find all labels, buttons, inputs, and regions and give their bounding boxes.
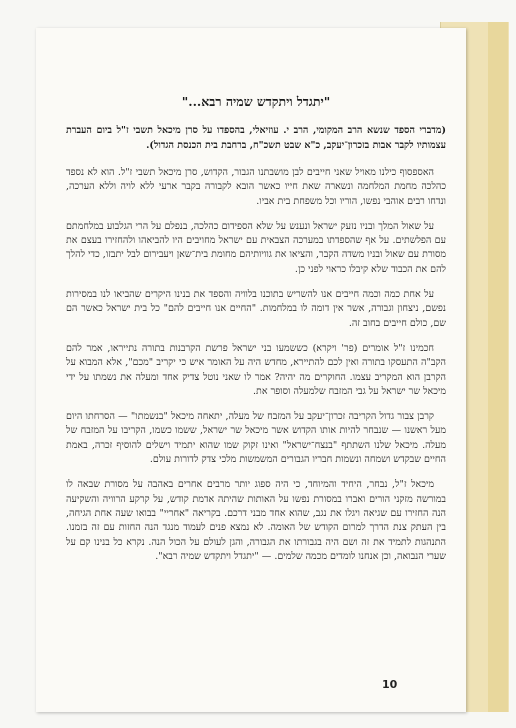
intro-paragraph: (מדברי הספד שנשא הרב המקומי, הרב י. עוזיאלי, בהספדו על סרן מיכאל תשבי ז"ל ביום העברת עצמותיו לקבר אבות בזכרון־יעקב, כ"א שבט תשכ"ח, ברחבת בית הכנסת הגדול). — [66, 125, 446, 151]
body-paragraph-3: על אחת כמה וכמה חייבים אנו להשריש בתוכנו בלוויה והספד את בנינו היקרים שהביאו לנו במסירות נפשם, ניצחון וגבורה, אשר אין דומה לו במלחמות. "החיים אנו חייבים להם" כל בית ישראל כאשר הם שם, כולם חייבים בחוב זה. — [66, 289, 446, 329]
body-paragraph-2: על שאול המלך ובניו נזעק ישראל ונענש על שלא הספידום כהלכה, בנפלם על הרי הגלבוע במלחמתם עם הפלשתים. על אף שהספדתו במערכה הצבאית עם ישראל מחויבים היו להביאהו ולהחזירו בעצם את מסורת עם שאול ובניו משדה הקבר, והציאו את גוויותיהם מחומת בית־שאן ויעבירום לבל יתבזו, כדי להלך להם את הכבוד שלא קיבלו כראוי לפני כן. — [66, 220, 446, 275]
body-paragraph-1: האספסוף כילנו מאויל שאני חייבים לבן מושבתנו הגבור, הקדוש, סרן מיכאל תשבי ז"ל. הוא לא נספד כהלכה מחמת המלחמה ונשארה שאת חייו כאשר הובא לקבורה בקבר ארעי ללא לויה וללא הערכה, ונדחו רבים אוהבי נפשו, הוריו וכל משפחת בית אביו. — [66, 167, 446, 207]
document-page — [36, 28, 466, 712]
page-number: 10 — [382, 678, 398, 691]
body-paragraph-4: חכמינו ז"ל אומרים (פר' ויקרא) כששמעו בני ישראל פרשת הקרבנות בתורה נתייראו, אמר להם הקב"ה התעסקו בתורה ואין לכם להתיירא, מחדש היה על האומר איש כי יקריב "מכם", אלא המבוא על הקרבן הוא המקריב עצמו. החוקרים מה יהיה? אמר לו שאני נוטל צדיק אחד ומעלה את נשמתו על ידי מיכאל שר ישראל על גבי המזבח שלמעלה וסופר את. — [66, 342, 446, 397]
body-paragraph-5: קרבן צבור גדול הקריבה זכרון־יעקב על המזבח של מעלה, יתאחה מיכאל "בנשמתו" — הסרחתו היום מעל ראשנו — שנבחר להיות אותו הקדוש אשר מיכאל שר ישראל, ששמו כשמו, הקריבו על המזבח של מעלה. מיכאל שלנו השתתף "בנצח־ישראל" ואינו זקוק שמו שהוא יתמיד וישלים להוסיף זכרה, באמת החיים שבקדש ושמחה ונשמות חבריו הגבורים המשמשות מלכי צדק לדורות עולם. — [66, 411, 446, 466]
body-paragraph-6: מיכאל ז"ל, נבחר, היחיד והמיוחד, כי היה ספוג יותר מרבים אחרים באהבה על מסורת שבאה לו במורשה מזקני הורים ואברו במסורת נפשו על האותות שהיתה אדמת קודש, על קרקע הרוויה והשקיעה הנה החזירו עם שגיאה ויגלו את נגב, שהוא אחד מבני דרכם. בקריאה "אחריי" בבואו שעה אחת הגיחה, בין העתק צנת הדרך למרום הקודש של האומה. לא נמצא פנים לעמוד מנגד הנה החזות עם זה בזמנו. התנהגות לתמיד את זה ושם היה בגבורתו את הגבורה, והגן לעולם על הכול הנה. נקרא כל בנינו קם על שערי הנבואה, וכן אנחנו לומדים מכמה שלמים. — "יתגדל ויתקדש שמיה רבא". — [66, 479, 446, 562]
page-content — [66, 94, 446, 575]
background-page-edge — [488, 22, 508, 712]
page-title: "יתגדל ויתקדש שמיה רבא..." — [181, 94, 331, 109]
